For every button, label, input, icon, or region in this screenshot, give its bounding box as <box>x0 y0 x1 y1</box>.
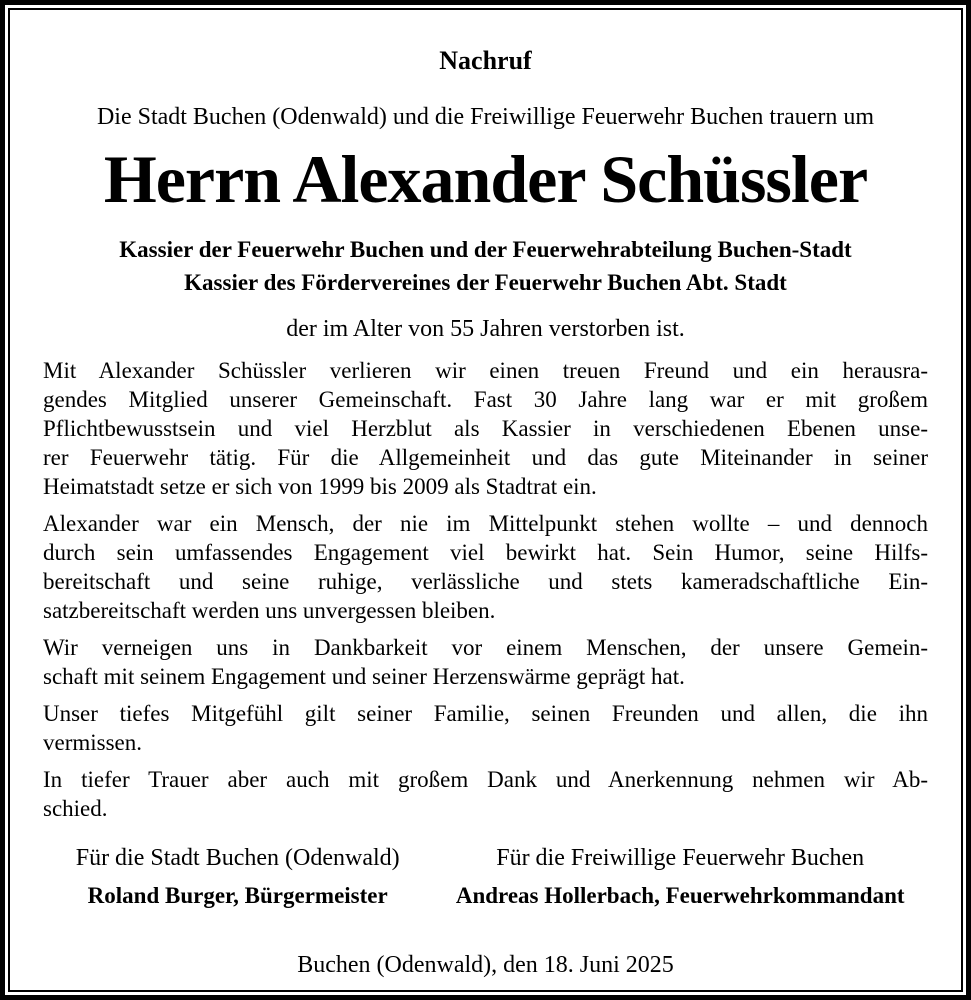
obituary-body <box>43 356 928 823</box>
paragraph-line: In tiefer Trauer aber auch mit großem Dank und Anerkennung nehmen wir Ab- <box>43 767 928 792</box>
paragraph-1 <box>43 356 928 501</box>
role-line-2: Kassier des Fördervereines der Feuerwehr Buchen Abt. Stadt <box>184 270 787 295</box>
paragraph-line: schied. <box>43 796 108 821</box>
paragraph-line: Alexander war ein Mensch, der nie im Mittelpunkt stehen wollte – und dennoch <box>43 511 928 536</box>
inner-border-rule <box>8 8 963 992</box>
signature-city-column <box>43 843 432 910</box>
obituary-content <box>12 12 959 988</box>
paragraph-line: schaft mit seinem Engagement und seiner Herzenswärme geprägt hat. <box>43 664 685 689</box>
paragraph-line: Pflichtbewusstsein und viel Herzblut als Kassier in verschiedenen Ebenen unse- <box>43 416 928 441</box>
paragraph-line: Heimatstadt setze er sich von 1999 bis 2009 als Stadtrat ein. <box>43 474 597 499</box>
deceased-name: Herrn Alexander Schüssler <box>103 141 868 217</box>
paragraph-2 <box>43 509 928 625</box>
signature-firebrigade-org: Für die Freiwillige Feuerwehr Buchen <box>496 845 865 871</box>
paragraph-line: Mit Alexander Schüssler verlieren wir einen treuen Freund und ein herausra- <box>43 358 928 383</box>
signature-city-person: Roland Burger, Bürgermeister <box>87 883 388 908</box>
roles-block <box>43 233 928 299</box>
place-date-line: Buchen (Odenwald), den 18. Juni 2025 <box>297 952 674 978</box>
signature-block <box>43 843 928 910</box>
paragraph-line: rer Feuerwehr tätig. Für die Allgemeinheit und das gute Miteinander in seiner <box>43 445 928 470</box>
paragraph-3 <box>43 633 928 691</box>
signature-city-org: Für die Stadt Buchen (Odenwald) <box>75 845 400 871</box>
paragraph-5 <box>43 765 928 823</box>
paragraph-line: gendes Mitglied unserer Gemeinschaft. Fast 30 Jahre lang war er mit großem <box>43 387 928 412</box>
age-line: der im Alter von 55 Jahren verstorben ist. <box>286 316 685 342</box>
paragraph-line: bereitschaft und seine ruhige, verlässliche und stets kameradschaftliche Ein- <box>43 569 928 594</box>
signature-firebrigade-column <box>432 843 928 910</box>
paragraph-line: satzbereitschaft werden uns unvergessen bleiben. <box>43 598 496 623</box>
paragraph-line: Unser tiefes Mitgefühl gilt seiner Familie, seinen Freunden und allen, die ihn <box>43 701 928 726</box>
signature-firebrigade-person: Andreas Hollerbach, Feuerwehrkommandant <box>455 883 905 908</box>
paragraph-line: durch sein umfassendes Engagement viel bewirkt hat. Sein Humor, seine Hilfs- <box>43 540 928 565</box>
paragraph-line: Wir verneigen uns in Dankbarkeit vor einem Menschen, der unsere Gemein- <box>43 635 928 660</box>
paragraph-line: vermissen. <box>43 730 143 755</box>
mourning-intro-line: Die Stadt Buchen (Odenwald) und die Freiwillige Feuerwehr Buchen trauern um <box>96 104 875 130</box>
paragraph-4 <box>43 699 928 757</box>
role-line-1: Kassier der Feuerwehr Buchen und der Feuerwehrabteilung Buchen-Stadt <box>119 237 852 262</box>
notice-title: Nachruf <box>439 46 532 75</box>
